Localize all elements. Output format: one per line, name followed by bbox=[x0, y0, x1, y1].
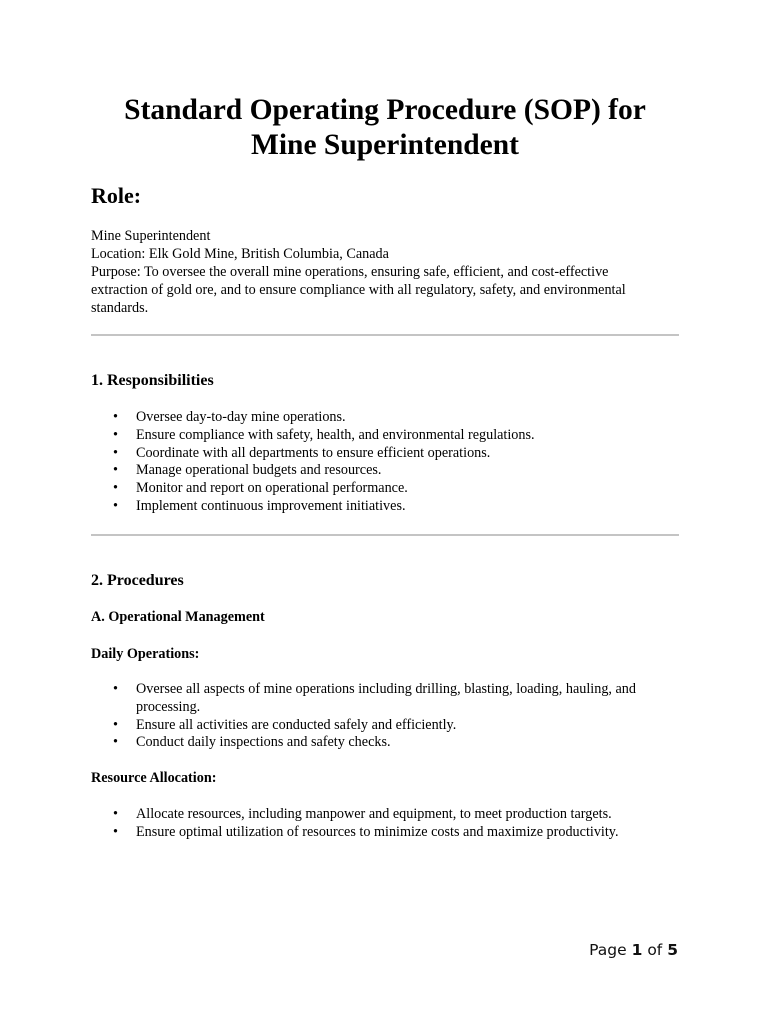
title-line-2: Mine Superintendent bbox=[251, 129, 519, 161]
role-heading: Role: bbox=[91, 183, 142, 208]
role-location: Location: Elk Gold Mine, British Columbia, Canada bbox=[91, 246, 389, 262]
bullet-icon: • bbox=[113, 480, 118, 497]
list-item bbox=[91, 445, 679, 463]
list-item bbox=[91, 734, 679, 752]
role-purpose-line-2: extraction of gold ore, and to ensure compliance with all regulatory, safety, and environmental bbox=[91, 282, 626, 298]
section-divider bbox=[91, 534, 679, 536]
role-name: Mine Superintendent bbox=[91, 228, 211, 244]
list-item bbox=[91, 409, 679, 427]
bullet-icon: • bbox=[113, 823, 118, 840]
list-item bbox=[91, 717, 679, 735]
list-item-text: Coordinate with all departments to ensure efficient operations. bbox=[136, 444, 491, 461]
section-divider bbox=[91, 334, 679, 336]
list-item bbox=[91, 806, 679, 824]
list-item bbox=[91, 427, 679, 445]
bullet-icon: • bbox=[113, 734, 118, 751]
list-item bbox=[91, 681, 679, 717]
list-item-text: Implement continuous improvement initiatives. bbox=[136, 497, 406, 514]
list-item-text: Ensure compliance with safety, health, and environmental regulations. bbox=[136, 426, 535, 443]
page-number bbox=[589, 940, 678, 960]
list-item-text: Ensure all activities are conducted safely and efficiently. bbox=[136, 716, 457, 733]
resource-allocation-heading: Resource Allocation: bbox=[91, 770, 217, 786]
current-page: 1 bbox=[631, 941, 643, 959]
list-item-text: Ensure optimal utilization of resources to minimize costs and maximize productivity. bbox=[136, 823, 619, 840]
list-item-text: Oversee day-to-day mine operations. bbox=[136, 409, 346, 425]
document-title bbox=[91, 93, 679, 163]
bullet-icon: • bbox=[113, 716, 118, 733]
bullet-icon: • bbox=[113, 426, 118, 443]
page-label: Page bbox=[589, 941, 627, 959]
bullet-icon: • bbox=[113, 462, 118, 479]
list-item-text: Oversee all aspects of mine operations including drilling, blasting, loading, hauling, and processing. bbox=[136, 681, 636, 715]
list-item-text: Allocate resources, including manpower and equipment, to meet production targets. bbox=[136, 806, 612, 822]
bullet-icon: • bbox=[113, 806, 118, 822]
role-info bbox=[91, 227, 679, 317]
resource-allocation-list bbox=[91, 806, 679, 842]
list-item-text: Manage operational budgets and resources. bbox=[136, 462, 382, 479]
of-label: of bbox=[647, 941, 663, 959]
daily-operations-heading: Daily Operations: bbox=[91, 646, 200, 662]
bullet-icon: • bbox=[113, 409, 118, 425]
list-item-text: Monitor and report on operational performance. bbox=[136, 480, 408, 497]
role-purpose-line-3: standards. bbox=[91, 300, 149, 316]
responsibilities-list bbox=[91, 409, 679, 516]
title-line-1: Standard Operating Procedure (SOP) for bbox=[124, 94, 646, 126]
list-item bbox=[91, 480, 679, 498]
procedures-heading: 2. Procedures bbox=[91, 572, 184, 589]
bullet-icon: • bbox=[113, 497, 118, 514]
bullet-icon: • bbox=[113, 444, 118, 461]
responsibilities-heading: 1. Responsibilities bbox=[91, 372, 214, 389]
daily-operations-list bbox=[91, 681, 679, 752]
bullet-icon: • bbox=[113, 681, 118, 697]
list-item bbox=[91, 498, 679, 516]
list-item bbox=[91, 824, 679, 842]
list-item-text: Conduct daily inspections and safety checks. bbox=[136, 734, 391, 751]
operational-management-heading: A. Operational Management bbox=[91, 609, 265, 625]
total-pages: 5 bbox=[667, 941, 678, 959]
role-purpose-line-1: Purpose: To oversee the overall mine operations, ensuring safe, efficient, and cost-effective bbox=[91, 264, 609, 280]
list-item bbox=[91, 462, 679, 480]
